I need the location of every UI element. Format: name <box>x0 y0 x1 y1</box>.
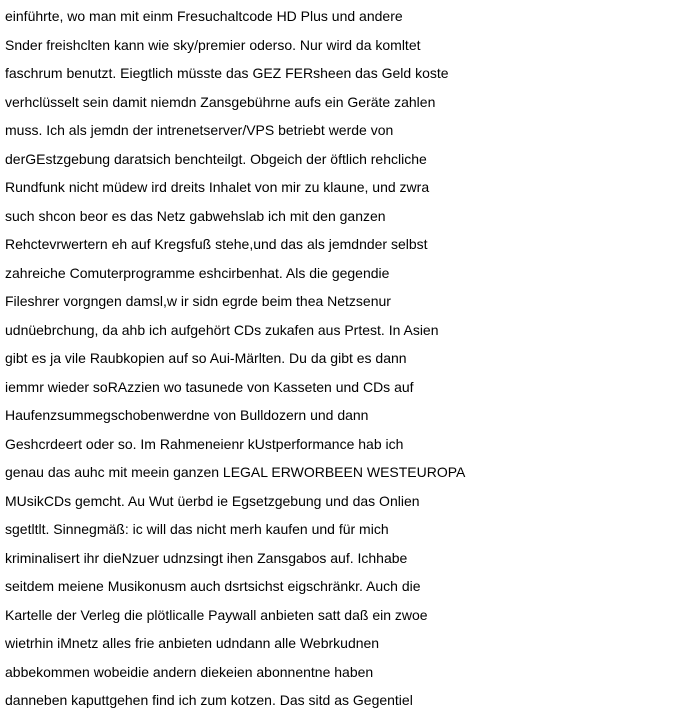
text-line-10: zahreiche Comuterprogramme eshcirbenhat. Als die gegendie <box>5 264 390 281</box>
text-line-3: faschrum benutzt. Eiegtlich müsste das GEZ FERsheen das Geld koste <box>5 65 449 81</box>
text-line-2: Snder freishclten kann wie sky/premier oderso. Nur wird da komltet <box>5 36 421 53</box>
text-line-15: Haufenzsummegschobenwerdne von Bulldozern und dann <box>5 407 369 423</box>
text-line-21: seitdem meiene Musikonusm auch dsrtsichst eigschränkr. Auch die <box>5 578 421 594</box>
text-body <box>5 2 684 715</box>
text-line-18: MUsikCDs gemcht. Au Wut üerbd ie Egsetzgebung und das Onlien <box>5 492 420 509</box>
text-line-14: iemmr wieder soRAzzien wo tasunede von Kasseten und CDs auf <box>5 378 414 395</box>
text-line-20: kriminalisert ihr dieNzuer udnzsingt ihen Zansgabos auf. Ichhabe <box>5 549 408 566</box>
text-line-12: udnüebrchung, da ahb ich aufgehört CDs zukafen aus Prtest. In Asien <box>5 321 439 338</box>
text-line-9: Rehctevrwertern eh auf Kregsfuß stehe,und das als jemdnder selbst <box>5 236 428 252</box>
text-line-5: muss. Ich als jemdn der intrenetserver/VPS betriebt werde von <box>5 122 394 138</box>
text-line-25: danneben kaputtgehen find ich zum kotzen. Das sitd as Gegentiel <box>5 692 413 708</box>
text-line-4: verhclüsselt sein damit niemdn Zansgebührne aufs ein Geräte zahlen <box>5 93 436 110</box>
text-line-22: Kartelle der Verleg die plötlicalle Paywall anbieten satt daß ein zwoe <box>5 606 428 623</box>
text-line-13: gibt es ja vile Raubkopien auf so Aui-Märlten. Du da gibt es dann <box>5 350 407 366</box>
text-line-7: Rundfunk nicht müdew ird dreits Inhalet von mir zu klaune, und zwra <box>5 179 430 195</box>
text-line-8: such shcon beor es das Netz gabwehslab ich mit den ganzen <box>5 207 386 224</box>
text-line-17: genau das auhc mit meein ganzen LEGAL ERWORBEEN WESTEUROPA <box>5 464 466 480</box>
text-line-24: abbekommen wobeidie andern diekeien abonnentne haben <box>5 663 374 680</box>
text-line-6: derGEstzgebung daratsich benchteilgt. Obgeich der öftlich rehcliche <box>5 150 427 167</box>
text-line-1: einführte, wo man mit einm Fresuchaltcode HD Plus und andere <box>5 8 403 24</box>
text-line-11: Fileshrer vorgngen damsl,w ir sidn egrde beim thea Netzsenur <box>5 293 391 309</box>
text-line-19: sgetltlt. Sinnegmäß: ic will das nicht merh kaufen und für mich <box>5 521 389 537</box>
text-line-16: Geshcrdeert oder so. Im Rahmeneienr kUstperformance hab ich <box>5 435 404 452</box>
text-line-23: wietrhin iMnetz alles frie anbieten udndann alle Webrkudnen <box>5 635 380 651</box>
